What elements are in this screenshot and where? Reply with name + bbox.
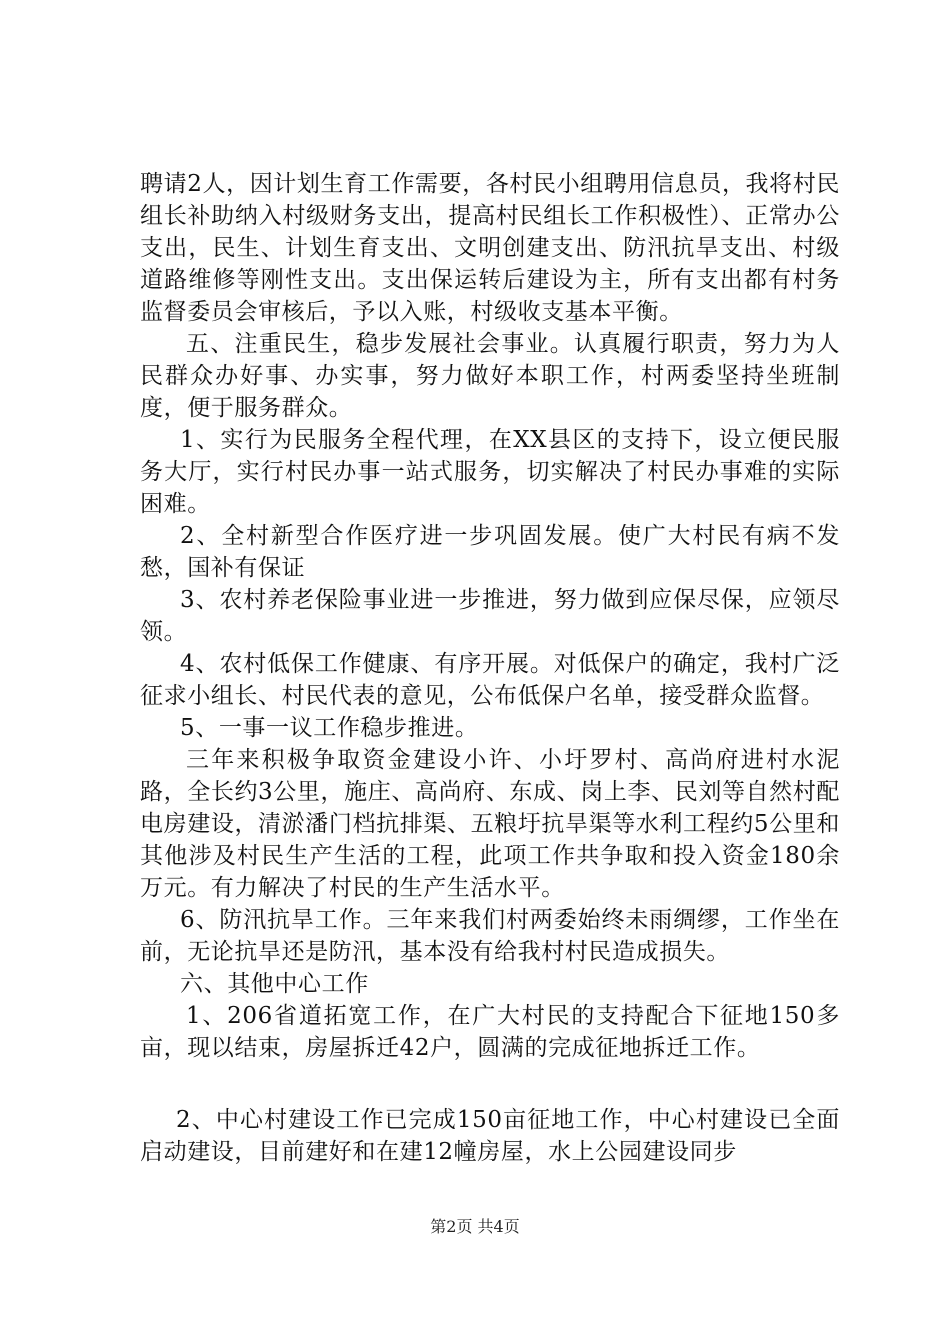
paragraph-7: 5、一事一议工作稳步推进。 — [180, 715, 479, 741]
document-body — [140, 168, 840, 1168]
paragraph-12: 2、中心村建设工作已完成150亩征地工作，中心村建设已全面启动建设，目前建好和在建12幢房屋，水上公园建设同步 — [140, 1107, 840, 1165]
paragraph-4: 2、全村新型合作医疗进一步巩固发展。使广大村民有病不发愁，国补有保证 — [140, 523, 840, 581]
paragraph-3: 1、实行为民服务全程代理，在XX县区的支持下，设立便民服务大厅，实行村民办事一站式服务，切实解决了村民办事难的实际困难。 — [140, 427, 840, 517]
paragraph-11: 1、206省道拓宽工作，在广大村民的支持配合下征地150多亩，现以结束，房屋拆迁42户，圆满的完成征地拆迁工作。 — [140, 1003, 840, 1061]
page-footer: 第2页 共4页 — [430, 1217, 520, 1236]
paragraph-5: 3、农村养老保险事业进一步推进，努力做到应保尽保，应领尽领。 — [140, 587, 840, 645]
paragraph-gap — [140, 1064, 840, 1104]
paragraph-8: 三年来积极争取资金建设小许、小圩罗村、高尚府进村水泥路，全长约3公里，施庄、高尚府、东成、岗上李、民刘等自然村配电房建设，清淤潘门档抗排渠、五粮圩抗旱渠等水利工程约5公里和其他涉及村民生产生活的工程，此项工作共争取和投入资金180余万元。有力解决了村民的生产生活水平。 — [140, 747, 840, 901]
paragraph-6: 4、农村低保工作健康、有序开展。对低保户的确定，我村广泛征求小组长、村民代表的意见，公布低保户名单，接受群众监督。 — [140, 651, 840, 709]
paragraph-2: 五、注重民生，稳步发展社会事业。认真履行职责，努力为人民群众办好事、办实事，努力做好本职工作，村两委坚持坐班制度，便于服务群众。 — [140, 331, 840, 421]
paragraph-9: 6、防汛抗旱工作。三年来我们村两委始终未雨绸缪，工作坐在前，无论抗旱还是防汛，基本没有给我村村民造成损失。 — [140, 907, 840, 965]
paragraph-10: 六、其他中心工作 — [180, 971, 369, 997]
paragraph-1: 聘请2人，因计划生育工作需要，各村民小组聘用信息员，我将村民组长补助纳入村级财务支出，提高村民组长工作积极性）、正常办公支出，民生、计划生育支出、文明创建支出、防汛抗旱支出、村级道路维修等刚性支出。支出保运转后建设为主，所有支出都有村务监督委员会审核后，予以入账，村级收支基本平衡。 — [140, 171, 840, 325]
